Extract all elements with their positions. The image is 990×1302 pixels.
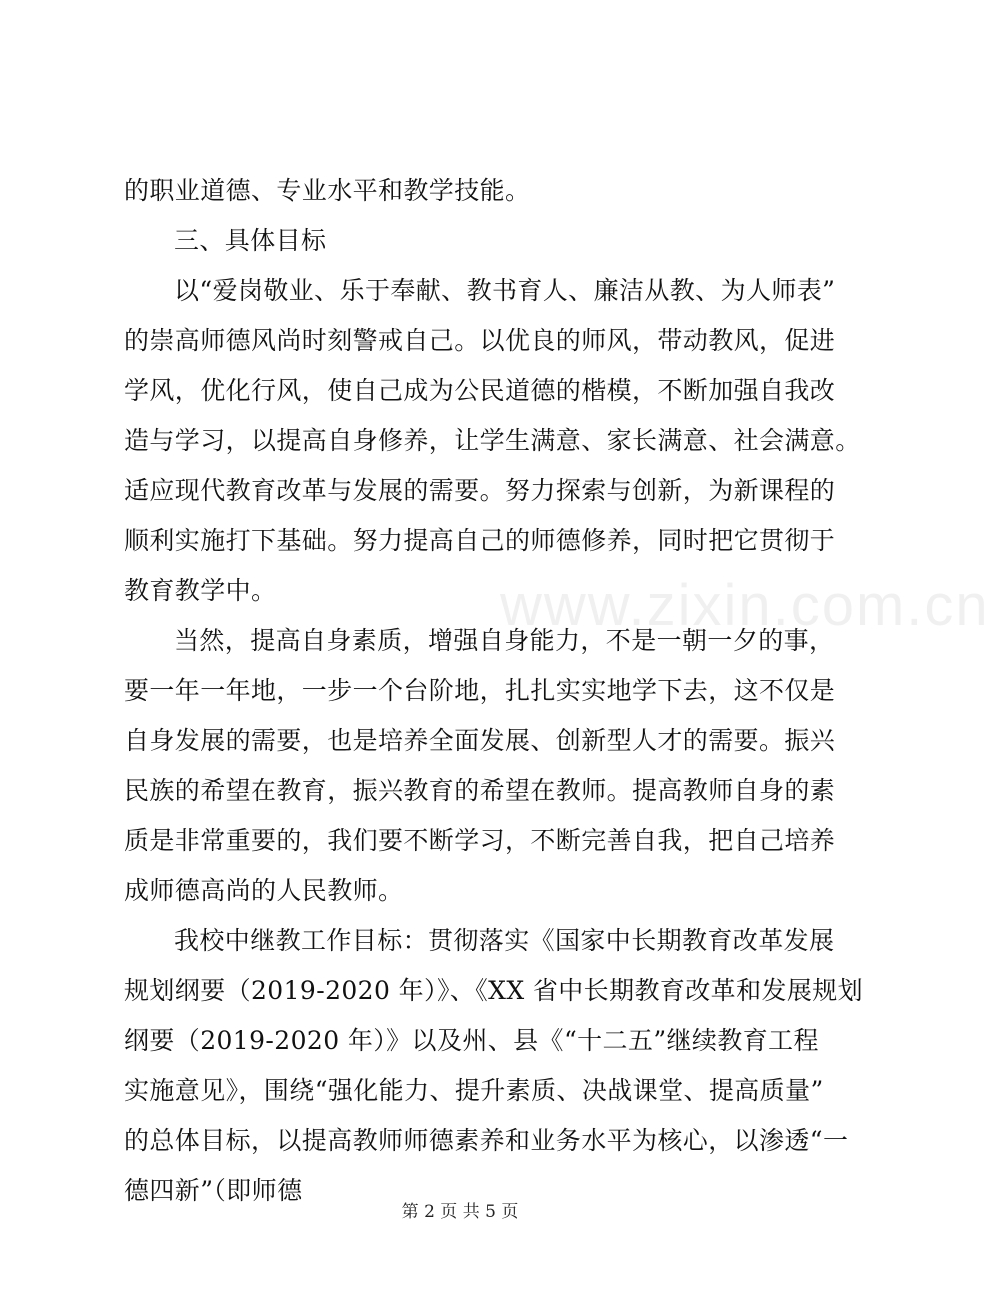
watermark: www.zixin.com.cn: [500, 573, 990, 638]
text-line: 学风，优化行风，使自己成为公民道德的楷模，不断加强自我改: [124, 376, 836, 405]
text-line: 德四新”（即师德: [124, 1176, 303, 1205]
text-line: 民族的希望在教育，振兴教育的希望在教师。提高教师自身的素: [124, 776, 836, 805]
text-line: 纲要（2019-2020 年）》以及州、县《“十二五”继续教育工程: [124, 1026, 819, 1055]
text-line: 实施意见》，围绕“强化能力、提升素质、决战课堂、提高质量”: [124, 1076, 824, 1105]
text-line: 自身发展的需要，也是培养全面发展、创新型人才的需要。振兴: [124, 726, 836, 755]
section-heading: 三、具体目标: [174, 226, 327, 255]
text-line: 顺利实施打下基础。努力提高自己的师德修养，同时把它贯彻于: [124, 526, 836, 555]
text-line: 造与学习，以提高自身修养，让学生满意、家长满意、社会满意。: [124, 426, 861, 455]
text-line: 适应现代教育改革与发展的需要。努力探索与创新，为新课程的: [124, 476, 836, 505]
page-footer: [0, 1200, 920, 1224]
text-line: 质是非常重要的，我们要不断学习，不断完善自我，把自己培养: [124, 826, 836, 855]
text-line: 的总体目标，以提高教师师德素养和业务水平为核心，以渗透“一: [124, 1126, 849, 1155]
text-line: 教育教学中。: [124, 576, 277, 605]
text-line: 以“爱岗敬业、乐于奉献、教书育人、廉洁从教、为人师表”: [174, 276, 836, 305]
page-number-label: 第 2 页 共 5 页: [401, 1202, 519, 1222]
text-line: 的职业道德、专业水平和教学技能。: [124, 176, 531, 205]
document-body: [124, 166, 864, 1216]
text-line: 要一年一年地，一步一个台阶地，扎扎实实地学下去，这不仅是: [124, 676, 836, 705]
text-line: 成师德高尚的人民教师。: [124, 876, 404, 905]
text-line: 规划纲要（2019-2020 年）》、《XX 省中长期教育改革和发展规划: [124, 976, 864, 1005]
text-line: 当然，提高自身素质，增强自身能力，不是一朝一夕的事，: [174, 626, 835, 655]
text-line: 的崇高师德风尚时刻警戒自己。以优良的师风，带动教风，促进: [124, 326, 836, 355]
text-line: 我校中继教工作目标：贯彻落实《国家中长期教育改革发展: [174, 926, 835, 955]
